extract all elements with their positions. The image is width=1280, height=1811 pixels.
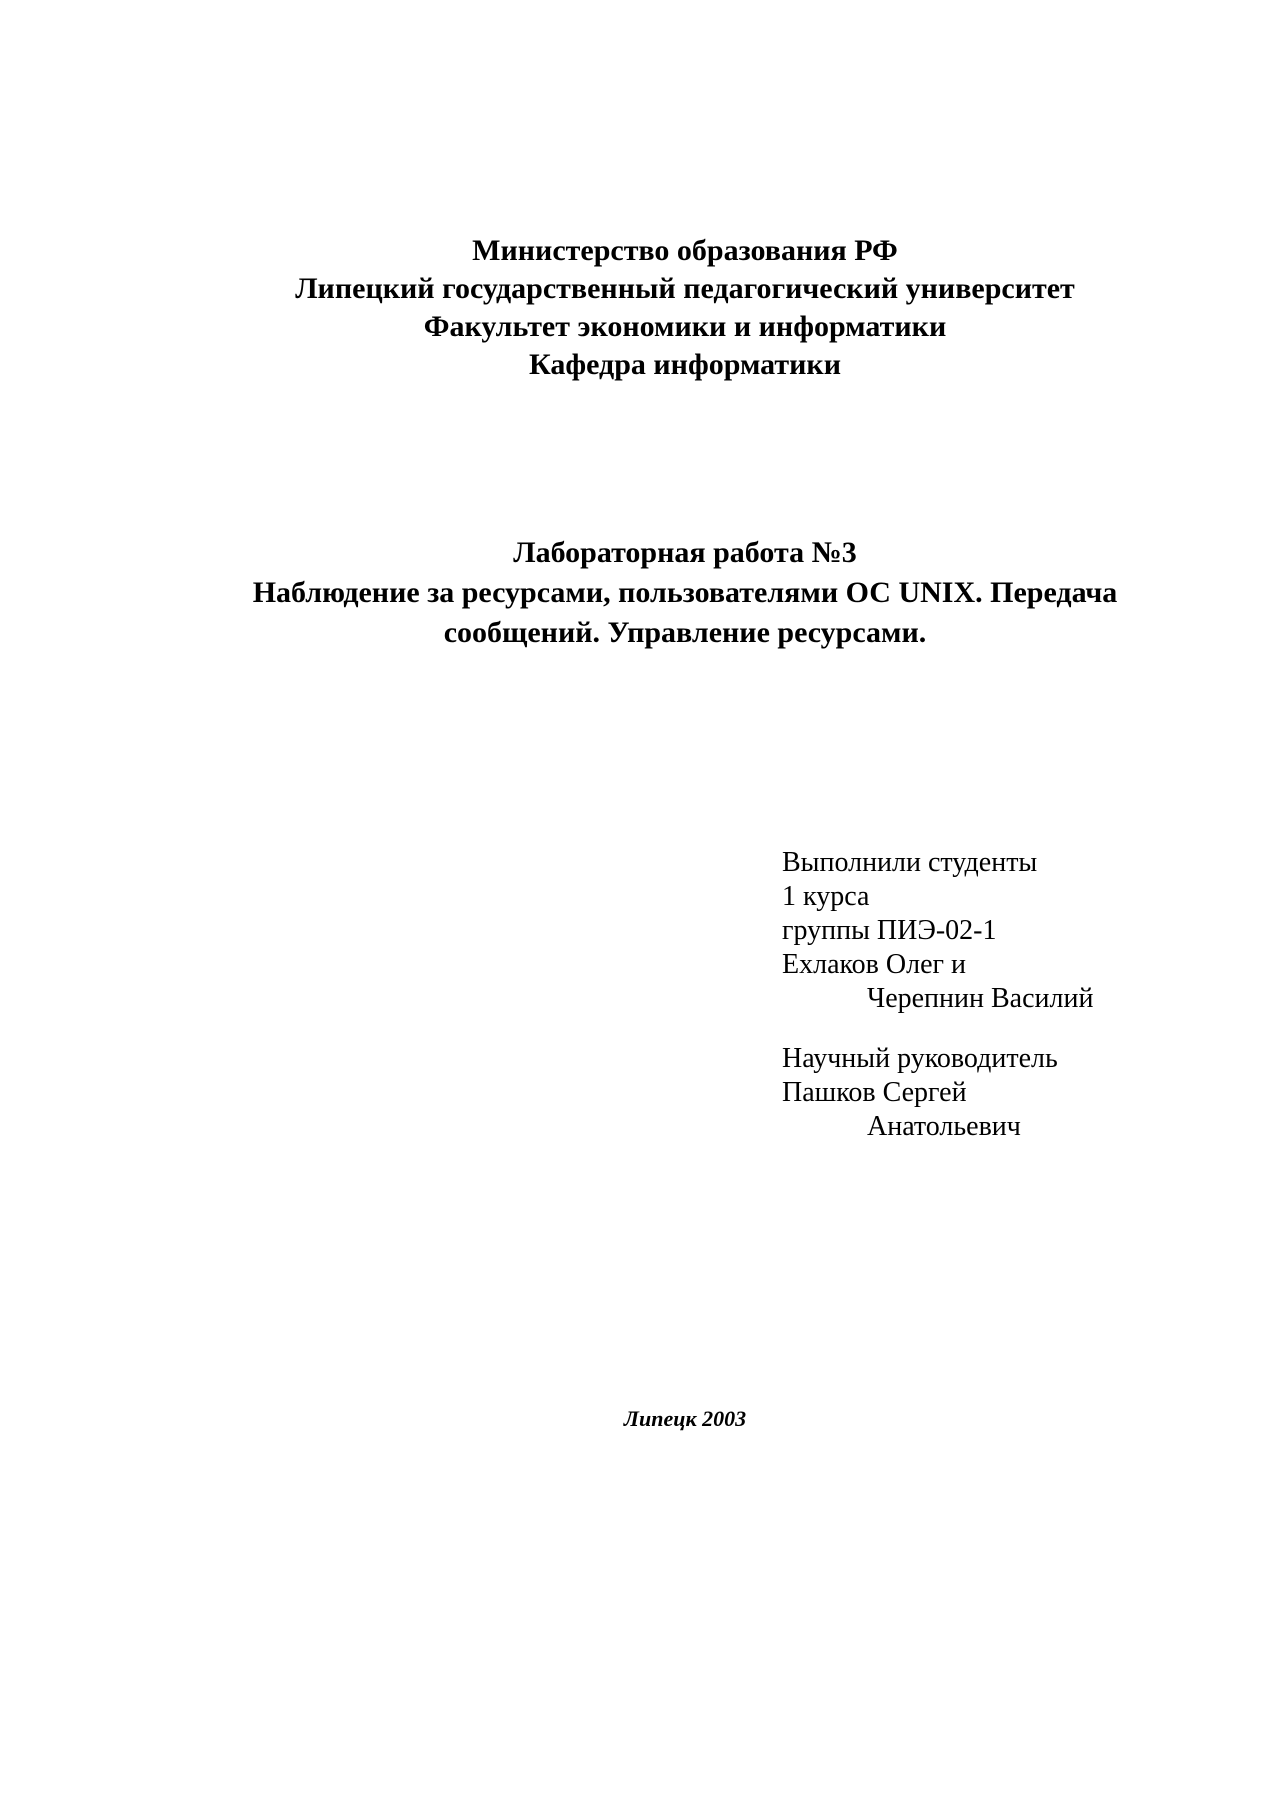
authors-course: 1 курса	[782, 881, 870, 912]
work-title-line1: Наблюдение за ресурсами, пользователями ОС UNIX. Передача	[252, 576, 1118, 609]
student-name-2: Черепнин Василий	[867, 983, 1094, 1014]
student-name-1: Ехлаков Олег и	[782, 949, 966, 980]
supervisor-block	[782, 1042, 1058, 1144]
authors-group: группы ПИЭ-02-1	[782, 915, 997, 946]
supervisor-label: Научный руководитель	[782, 1043, 1058, 1074]
department-name: Кафедра информатики	[529, 348, 841, 381]
authors-label: Выполнили студенты	[782, 847, 1038, 878]
institution-header	[0, 232, 1280, 384]
supervisor-name-line1: Пашков Сергей	[782, 1077, 967, 1108]
city-year: Липецк 2003	[623, 1406, 747, 1431]
authors-block	[782, 846, 1093, 1016]
work-title-block	[0, 533, 1280, 653]
work-number: Лабораторная работа №3	[513, 536, 857, 569]
ministry-name: Министерство образования РФ	[472, 234, 898, 267]
faculty-name: Факультет экономики и информатики	[423, 310, 947, 343]
university-name: Липецкий государственный педагогический университет	[295, 272, 1075, 305]
work-title-line2: сообщений. Управление ресурсами.	[443, 616, 927, 649]
supervisor-name-line2: Анатольевич	[867, 1111, 1021, 1142]
